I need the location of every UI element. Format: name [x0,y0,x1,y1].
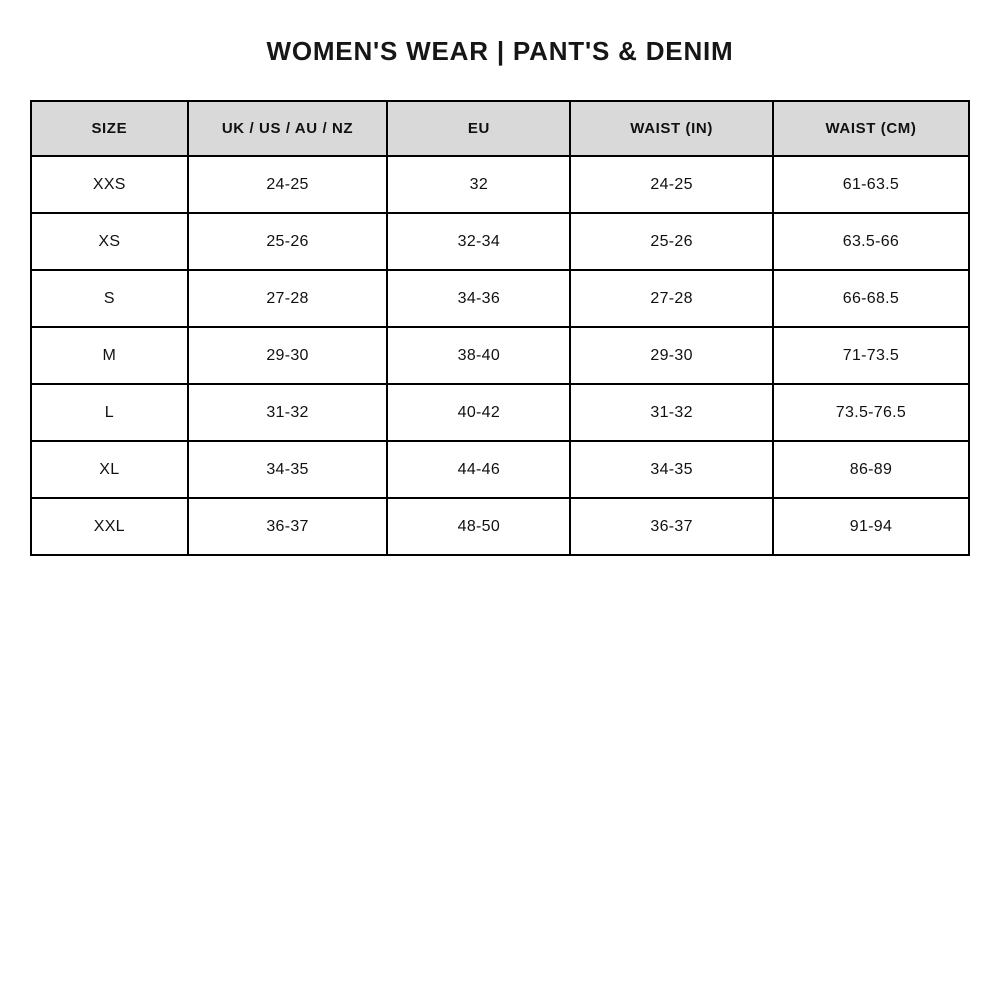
table-row [31,327,969,384]
cell-size: XL [31,441,188,498]
size-chart-table [30,100,970,556]
cell-size: XS [31,213,188,270]
cell-uk-us-au-nz: 36-37 [188,498,388,555]
cell-uk-us-au-nz: 25-26 [188,213,388,270]
table-row [31,441,969,498]
cell-waist-in: 29-30 [570,327,773,384]
cell-eu: 44-46 [387,441,570,498]
cell-eu: 32-34 [387,213,570,270]
cell-eu: 38-40 [387,327,570,384]
cell-size: S [31,270,188,327]
table-row [31,213,969,270]
cell-waist-cm: 73.5-76.5 [773,384,969,441]
cell-uk-us-au-nz: 27-28 [188,270,388,327]
header-waist-cm: WAIST (CM) [773,101,969,156]
cell-size: XXL [31,498,188,555]
cell-waist-in: 25-26 [570,213,773,270]
header-row [31,101,969,156]
header-waist-in: WAIST (IN) [570,101,773,156]
cell-eu: 40-42 [387,384,570,441]
cell-eu: 32 [387,156,570,213]
cell-waist-cm: 63.5-66 [773,213,969,270]
cell-waist-cm: 61-63.5 [773,156,969,213]
cell-waist-in: 24-25 [570,156,773,213]
table-row [31,498,969,555]
cell-waist-cm: 86-89 [773,441,969,498]
page-title: WOMEN'S WEAR | PANT'S & DENIM [266,36,734,66]
cell-eu: 34-36 [387,270,570,327]
cell-size: M [31,327,188,384]
cell-uk-us-au-nz: 24-25 [188,156,388,213]
cell-waist-cm: 66-68.5 [773,270,969,327]
cell-uk-us-au-nz: 31-32 [188,384,388,441]
cell-uk-us-au-nz: 34-35 [188,441,388,498]
table-row [31,156,969,213]
header-uk-us-au-nz: UK / US / AU / NZ [188,101,388,156]
header-eu: EU [387,101,570,156]
cell-size: L [31,384,188,441]
cell-size: XXS [31,156,188,213]
cell-waist-in: 34-35 [570,441,773,498]
cell-waist-cm: 71-73.5 [773,327,969,384]
cell-waist-in: 27-28 [570,270,773,327]
header-size: SIZE [31,101,188,156]
cell-waist-in: 31-32 [570,384,773,441]
cell-uk-us-au-nz: 29-30 [188,327,388,384]
cell-eu: 48-50 [387,498,570,555]
table-row [31,270,969,327]
cell-waist-in: 36-37 [570,498,773,555]
table-body [31,156,969,555]
cell-waist-cm: 91-94 [773,498,969,555]
table-row [31,384,969,441]
